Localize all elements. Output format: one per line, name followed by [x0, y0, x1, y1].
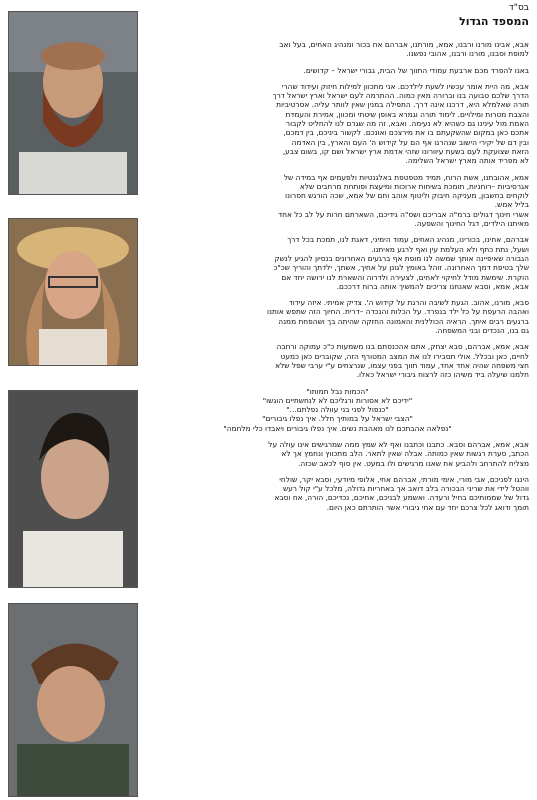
- text-line: אתכם כאן במקום שהשקעתם בו את מירצכם ואונכם. לקשור ביניכם, בין דמכם,: [283, 128, 529, 138]
- text-line: למופת וסבנו, מורנו ורבנו, אהובי נפשנו.: [406, 49, 529, 59]
- text-line: מאיתנו הילדים, דגל החינוך והשפעה.: [414, 219, 529, 229]
- text-line: מצליח להתרחב ולהביע את שאנו מרגישים ולו במעט. אין סוף לכאב שכזה.: [298, 458, 529, 468]
- quote-block: [146, 387, 529, 433]
- text-line: ווהטל לידי את שריני הבכורה בלב דואב אך באחריות גדולה, מלכל ע"י קול רעש: [282, 484, 529, 494]
- document-title: המספד הגדול: [459, 15, 529, 28]
- text-line: אמא, אהובתנו, אשת הרוח, תמיד מטפטפת באלגנטיות ולפעמים אף במידה של: [283, 172, 529, 182]
- text-line: חלמנו שיעלה ביד משיהו כזה לרצוח גיבורי ישראל כאלו.: [356, 370, 529, 380]
- text-line: ואהבה הרעפת על כל ילד בנפרד. על הכלות והנכדה –דרית. החיוך הזה שתפש אותנו: [267, 307, 529, 317]
- text-paragraph: [146, 475, 529, 512]
- text-line: אבא, אמא, אברהם וסבא. כתבנו וכתבנו ואף לא שמץ ממה שמרגישים אינו עולה על: [268, 439, 529, 449]
- text-line: ובין דם של יקירי הישוב שנהרגו אף הם על קידוש ה' העם והארץ, בין האדמה: [291, 137, 529, 147]
- text-line: שלך בטיפת דמך האחרונה. זוהל באומץ לגונן על אחיך, אשתך, ילדתך והוריך שכ"כ: [273, 263, 529, 273]
- portrait-photo-grandfather: [8, 603, 138, 797]
- text-line: הינגו לפניכם, אבי מורי, אימי מורתי, אברהם אחי, אלופי מיודעי, וסבא יקר, שולחי: [279, 474, 529, 484]
- quote-line: "ידיכם לא אסורות ורגליכם לא לנחשתיים הוגשו": [262, 395, 413, 405]
- text-line: הוקרת. שימשת מודל לחיקוי לאחים, לצעירה ולדרוה והשארת לנו ירושה יחד אם: [281, 272, 529, 282]
- portrait-photo-mother: [8, 218, 138, 366]
- text-paragraph: [146, 173, 529, 229]
- text-line: הדרך שלכם טבועה בנו וברורה מאין כמוה. ההתרמה לעם ישראל וארץ ישראל דרך: [272, 91, 529, 101]
- text-line: גדול של שממותיכם בחיל ורעדה. ואשמע לבניכם, אחיכם, נכדיכם, הורה, אח וסבא: [274, 493, 529, 503]
- quote-line: "כנפול לפני בני עוולה נפלתם...": [286, 405, 389, 415]
- text-line: תורה שאלמלא היא, דרכנו אינה דרך. התפילה במנין שאין לוותר עליה. אסרטיביות: [276, 100, 529, 110]
- text-paragraph: [146, 342, 529, 379]
- text-line: באנו להפרד מכם ארבעת עמודי התווך של הבית, גבורי ישראל – קדושים.: [303, 65, 529, 75]
- quote-line: "נפלאה אהבתכם לנו מאהבת נשים. איך נפלו גיבורים ויאבדו כלי מלחמה": [223, 423, 452, 433]
- text-paragraph: [146, 235, 529, 291]
- text-line: גם בנו, הנכדים ובני המשפחה.: [435, 326, 529, 336]
- text-line: אבא, מה היית אומר עכשיו לשעת לילדכם. אני מתכוון למילות חיזוק ועידוד שהרי: [281, 81, 529, 91]
- bsd-header: בס"ד: [508, 3, 529, 13]
- text-line: לוקחים בחשבון, מעניקה חיבוק וליטוף אוהב וחם של אמא, שכה הורגש חסרונו: [285, 191, 529, 201]
- text-line: חצי משפחה שהיה אחד אחד, עמוד תווך בפני עצמו, שנרצחים ע"י ערבי שפל שלא: [275, 360, 529, 370]
- text-line: והצבת מטרות ומילויים. לימוד תורה וגמרא באופן שיטתי ומכוון, אמירת והעמדת: [285, 109, 529, 119]
- text-line: לחיים, כאן ובכלל. אולי תסבירו לנו את המצב המטורף הזה, שקוברים כאן כמעט: [280, 351, 529, 361]
- text-paragraph: [146, 82, 529, 166]
- text-paragraph: [146, 298, 529, 335]
- text-line: ברגעים רבים איתך. הראיה הכוללנית והאמונה החזקה שהיתה בך ושהפחת ממנה: [278, 316, 529, 326]
- text-line: הגבורה שאיפיינה אותך שמשה לנו מופת אף ברגעים האחרונים בנסיון להגיע לנשק: [274, 253, 529, 263]
- text-line: אבא, אבינו מורנו ורבנו, אמא, מורתנו, אברהם אח בכור ומנהיג האחים, בעל ואב: [279, 40, 529, 49]
- text-line: הזאת שצועקת לעם בשעת עיוורונו שזהי אדמת ארץ ישראל ושם קו, בשום צבע,: [282, 146, 529, 156]
- text-line: סבא, מורנו, אהוב. הגעת לשיבה והרגת על קידוש ה'. צדיק אמיתי. איזה עידוד: [288, 298, 529, 308]
- text-line: תומך ודואג לכל צרכם יחד עם אחי גיבורי אשר הותרתם כאן היום.: [326, 502, 529, 512]
- text-line: אבא, אמא, אברהם, סבא יצחק, אתם אהכנסתם בנו משמעות כ"כ עמוקה ורחבה: [276, 342, 529, 352]
- text-line: אגרסיביות –רוחניות, תומכת בשיחות ארוכות ומיעצת ופותחת מרחבים שלא: [299, 181, 529, 191]
- text-paragraph: [146, 66, 529, 75]
- text-line: ושעל, נתת כתף ולא העלמת עין ואף לרגע מאיתנו.: [371, 244, 529, 254]
- quote-line: "הצבי ישראל על במותיך חלל. איך נפלו גיבורים": [262, 414, 413, 424]
- text-line: אברהם, אחינו, בכורינו, מנהיג האחים, עמוד הימיני, דאגת לנו, תמכת בכל דרך: [287, 235, 529, 245]
- text-line: הכתב, סערת רגשות שאין כמותה. אבלה שאין לתאר. הלב מתכווץ ונחמץ אך לא: [281, 449, 529, 459]
- text-line: האמת מול עינינו גם כשהיא לא נעימה. ואבא, זה מה שגרם לנו להחליט לקבור: [285, 119, 529, 129]
- quote-line: "הכמות נבל תמותו": [306, 386, 369, 396]
- text-paragraph: [146, 440, 529, 468]
- text-paragraph: [146, 40, 529, 59]
- text-line: אבא, אמא, וסבא שאנחנו צריכים להמשיך אותה ברוח דרככם.: [336, 281, 529, 291]
- text-line: בליל אמש.: [494, 200, 529, 210]
- portrait-photo-son: [8, 390, 138, 588]
- memorial-text-column: [146, 40, 529, 519]
- portrait-photo-father: [8, 11, 138, 195]
- text-line: אשרי חינוך דגולים ברמ"ה אבריכם ושס"ה גידיכם, השארתם חרות על לב כל אחד: [278, 209, 529, 219]
- text-line: לא מפריד אותה מארץ ישראל השלימה.: [405, 156, 529, 166]
